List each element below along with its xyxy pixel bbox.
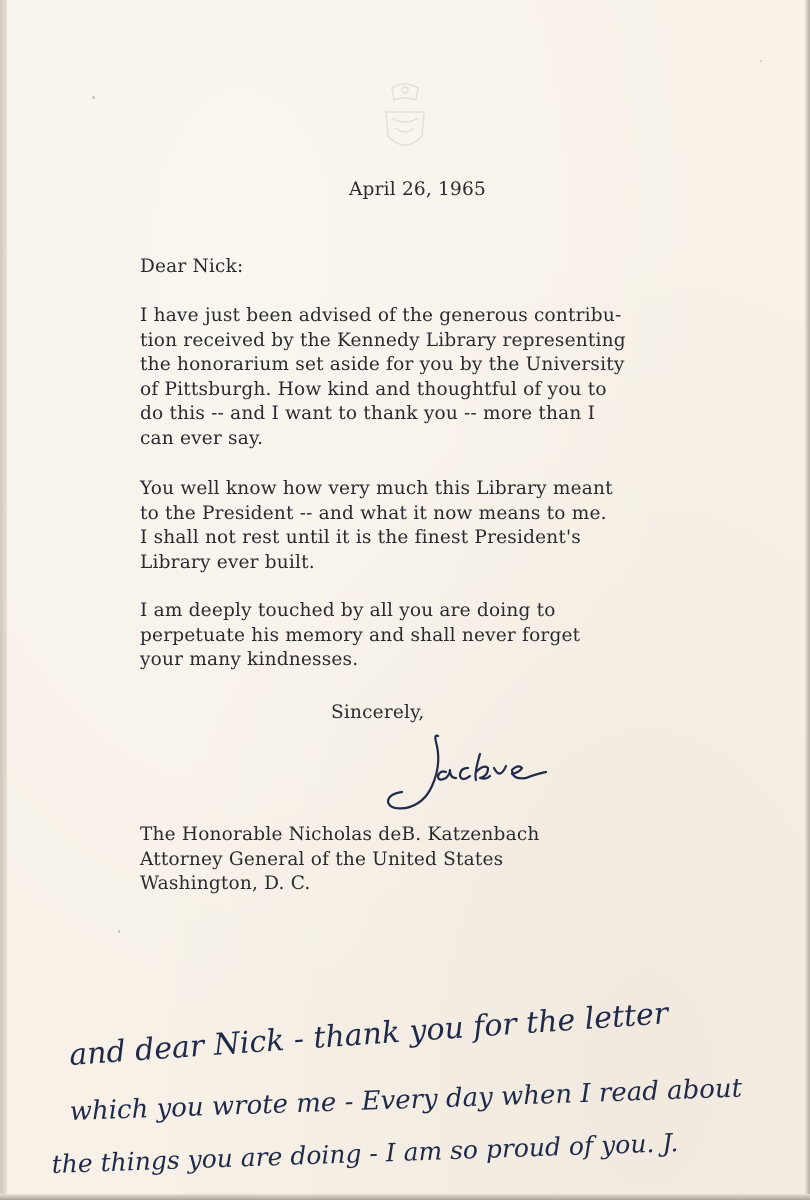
closing: Sincerely, xyxy=(331,702,425,723)
paper-speck xyxy=(590,412,592,414)
paragraph-line: of Pittsburgh. How kind and thoughtful of you to xyxy=(140,378,607,400)
paper-speck xyxy=(118,930,120,933)
paragraph-2 xyxy=(140,477,700,575)
addressee-block xyxy=(140,823,540,897)
page-edge-bottom xyxy=(0,1194,810,1200)
paper-speck xyxy=(92,96,95,99)
paragraph-line: I shall not rest until it is the finest President's xyxy=(140,527,581,548)
addressee-line: The Honorable Nicholas deB. Katzenbach xyxy=(140,824,540,845)
paper-speck xyxy=(760,60,762,62)
paragraph-line: do this -- and I want to thank you -- more than I xyxy=(140,403,596,424)
postscript-line: which you wrote me - Every day when I read about xyxy=(69,1073,743,1127)
postscript-line: and dear Nick - thank you for the letter xyxy=(68,996,670,1073)
addressee-line: Washington, D. C. xyxy=(140,873,311,894)
paragraph-line: Library ever built. xyxy=(140,551,315,573)
paragraph-1 xyxy=(140,304,700,451)
embossed-crest-icon xyxy=(378,78,432,156)
handwritten-postscript xyxy=(40,975,810,1190)
handwritten-signature xyxy=(376,724,576,824)
paragraph-line: your many kindnesses. xyxy=(140,649,359,670)
postscript-line: the things you are doing - I am so proud of you. J. xyxy=(51,1128,679,1179)
paragraph-line: to the President -- and what it now means to me. xyxy=(140,502,607,524)
paragraph-line: I am deeply touched by all you are doing to xyxy=(140,600,556,621)
letter-date: April 26, 1965 xyxy=(349,179,486,200)
paragraph-line: the honorarium set aside for you by the University xyxy=(140,354,625,375)
paragraph-line: perpetuate his memory and shall never forget xyxy=(140,624,581,646)
paragraph-line: can ever say. xyxy=(140,427,264,449)
paragraph-3 xyxy=(140,599,700,673)
paragraph-line: tion received by the Kennedy Library representing xyxy=(140,329,626,351)
paragraph-line: I have just been advised of the generous contribu- xyxy=(140,305,622,326)
page-edge-left xyxy=(0,0,7,1200)
salutation: Dear Nick: xyxy=(140,256,244,277)
addressee-line: Attorney General of the United States xyxy=(140,848,504,870)
paragraph-line: You well know how very much this Library meant xyxy=(140,478,613,499)
